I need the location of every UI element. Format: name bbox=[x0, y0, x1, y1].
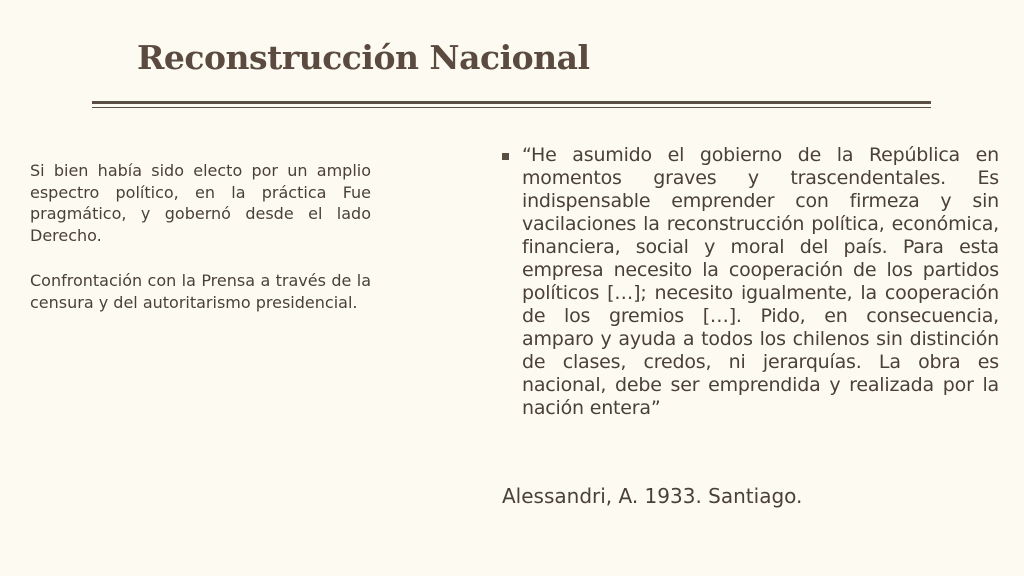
quote-text: “He asumido el gobierno de la República en momentos graves y trascendentales. Es indispensable emprender con firmeza y sin vacilaciones la reconstrucción política, económica, financiera, social y moral del país. Para esta empresa necesito la cooperación de los partidos políticos […]; necesito igualmente, la cooperación de los gremios […]. Pido, en consecuencia, amparo y ayuda a todos los chilenos sin distinción de clases, credos, ni jerarquías. La obra es nacional, debe ser emprendida y realizada por la nación entera” bbox=[522, 144, 999, 419]
left-paragraph-2: Confrontación con la Prensa a través de la censura y del autoritarismo presidencial. bbox=[30, 271, 371, 312]
title-divider-thin bbox=[92, 107, 931, 108]
quote-citation: Alessandri, A. 1933. Santiago. bbox=[502, 484, 803, 508]
slide-title: Reconstrucción Nacional bbox=[137, 38, 590, 77]
title-divider-thick bbox=[92, 101, 931, 104]
quote-block bbox=[502, 144, 999, 420]
left-paragraph-1: Si bien había sido electo por un amplio espectro político, en la práctica Fue pragmático, y gobernó desde el lado Derecho. bbox=[30, 161, 371, 245]
square-bullet-icon bbox=[502, 153, 509, 160]
left-text-column bbox=[30, 160, 371, 337]
